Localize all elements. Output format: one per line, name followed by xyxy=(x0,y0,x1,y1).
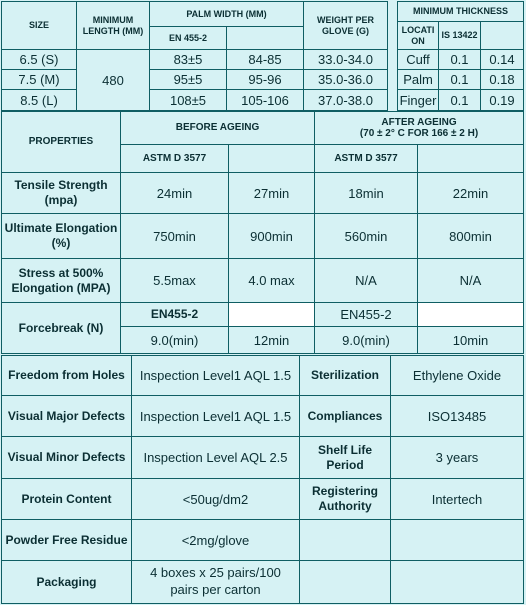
header-palm-en455: EN 455-2 xyxy=(149,26,227,50)
is13422-cell: 0.1 xyxy=(438,69,481,90)
property-value: N/A xyxy=(417,258,524,303)
property-label: Tensile Strength (mpa) xyxy=(1,172,121,214)
header-location: LOCATI ON xyxy=(397,21,439,50)
property-label: Stress at 500% Elongation (MPA) xyxy=(1,258,121,303)
is13422-cell: 0.1 xyxy=(438,89,481,111)
spec-label: Registering Authority xyxy=(299,478,391,520)
thickness-other-cell: 0.19 xyxy=(480,89,524,111)
header-palm-width: PALM WIDTH (MM) xyxy=(149,1,304,27)
spec-value: Inspection Level1 AQL 1.5 xyxy=(131,395,300,437)
spec-label: Visual Major Defects xyxy=(1,395,132,437)
palm-en-cell: 83±5 xyxy=(149,49,227,70)
property-value: 800min xyxy=(417,213,524,259)
spec-value: Inspection Level1 AQL 1.5 xyxy=(131,355,300,396)
property-value: 10min xyxy=(417,326,524,354)
spec-label: Compliances xyxy=(299,395,391,437)
spec-value-blank xyxy=(390,560,524,604)
spec-value: Ethylene Oxide xyxy=(390,355,524,396)
size-cell: 7.5 (M) xyxy=(1,69,77,90)
header-properties: PROPERTIES xyxy=(1,111,121,173)
thickness-other-cell: 0.14 xyxy=(480,49,524,70)
size-cell: 8.5 (L) xyxy=(1,89,77,111)
property-value: 900min xyxy=(228,213,315,259)
spec-label: Visual Minor Defects xyxy=(1,436,132,479)
spec-value: <2mg/glove xyxy=(131,519,300,561)
location-cell: Finger xyxy=(397,89,439,111)
header-palm-blank xyxy=(226,26,304,50)
property-value: 24min xyxy=(120,172,229,214)
header-is13422: IS 13422 xyxy=(438,21,481,50)
weight-cell: 33.0-34.0 xyxy=(303,49,388,70)
header-after-ageing xyxy=(314,111,524,145)
property-value: 12min xyxy=(228,326,315,354)
is13422-cell: 0.1 xyxy=(438,49,481,70)
property-value: 5.5max xyxy=(120,258,229,303)
spec-value: Intertech xyxy=(390,478,524,520)
forcebreak-en-before: EN455-2 xyxy=(120,302,229,327)
location-cell: Palm xyxy=(397,69,439,90)
spec-value: 4 boxes x 25 pairs/100 pairs per carton xyxy=(131,560,300,604)
min-length-value: 480 xyxy=(76,49,150,111)
property-value: 560min xyxy=(314,213,418,259)
spec-label: Powder Free Residue xyxy=(1,519,132,561)
spec-label: Freedom from Holes xyxy=(1,355,132,396)
forcebreak-en-after: EN455-2 xyxy=(314,302,418,327)
palm-other-cell: 84-85 xyxy=(226,49,304,70)
property-value: 22min xyxy=(417,172,524,214)
property-value: 9.0(min) xyxy=(120,326,229,354)
spec-label: Protein Content xyxy=(1,478,132,520)
header-weight: WEIGHT PER GLOVE (G) xyxy=(303,1,388,50)
header-thickness-blank xyxy=(480,21,524,50)
after-ageing-title: AFTER AGEING xyxy=(381,116,457,128)
palm-other-cell: 95-96 xyxy=(226,69,304,90)
spec-label: Packaging xyxy=(1,560,132,604)
spec-label-blank xyxy=(299,560,391,604)
palm-en-cell: 95±5 xyxy=(149,69,227,90)
palm-other-cell: 105-106 xyxy=(226,89,304,111)
property-value: N/A xyxy=(314,258,418,303)
palm-en-cell: 108±5 xyxy=(149,89,227,111)
header-min-length: MINIMUM LENGTH (MM) xyxy=(76,1,150,50)
spec-value: ISO13485 xyxy=(390,395,524,437)
spec-value: 3 years xyxy=(390,436,524,479)
property-value: 4.0 max xyxy=(228,258,315,303)
header-after-blank xyxy=(417,144,524,173)
property-value: 18min xyxy=(314,172,418,214)
thickness-other-cell: 0.18 xyxy=(480,69,524,90)
forcebreak-after-blank xyxy=(417,302,524,327)
weight-cell: 35.0-36.0 xyxy=(303,69,388,90)
spec-value: <50ug/dm2 xyxy=(131,478,300,520)
header-astm-after: ASTM D 3577 xyxy=(314,144,418,173)
spec-value: Inspection Level AQL 2.5 xyxy=(131,436,300,479)
after-ageing-condition: (70 ± 2° C FOR 166 ± 2 H) xyxy=(359,128,479,139)
header-min-thickness: MINIMUM THICKNESS xyxy=(397,1,524,22)
header-astm-before: ASTM D 3577 xyxy=(120,144,229,173)
header-before-blank xyxy=(228,144,315,173)
property-value: 9.0(min) xyxy=(314,326,418,354)
spec-label-blank xyxy=(299,519,391,561)
spec-label: Sterilization xyxy=(299,355,391,396)
property-value: 750min xyxy=(120,213,229,259)
property-label: Forcebreak (N) xyxy=(1,302,121,354)
header-before-ageing: BEFORE AGEING xyxy=(120,111,315,145)
weight-cell: 37.0-38.0 xyxy=(303,89,388,111)
size-cell: 6.5 (S) xyxy=(1,49,77,70)
spec-label: Shelf Life Period xyxy=(299,436,391,479)
spec-value-blank xyxy=(390,519,524,561)
property-label: Ultimate Elongation (%) xyxy=(1,213,121,259)
property-value: 27min xyxy=(228,172,315,214)
header-size: SIZE xyxy=(1,1,77,50)
location-cell: Cuff xyxy=(397,49,439,70)
forcebreak-before-blank xyxy=(228,302,315,327)
